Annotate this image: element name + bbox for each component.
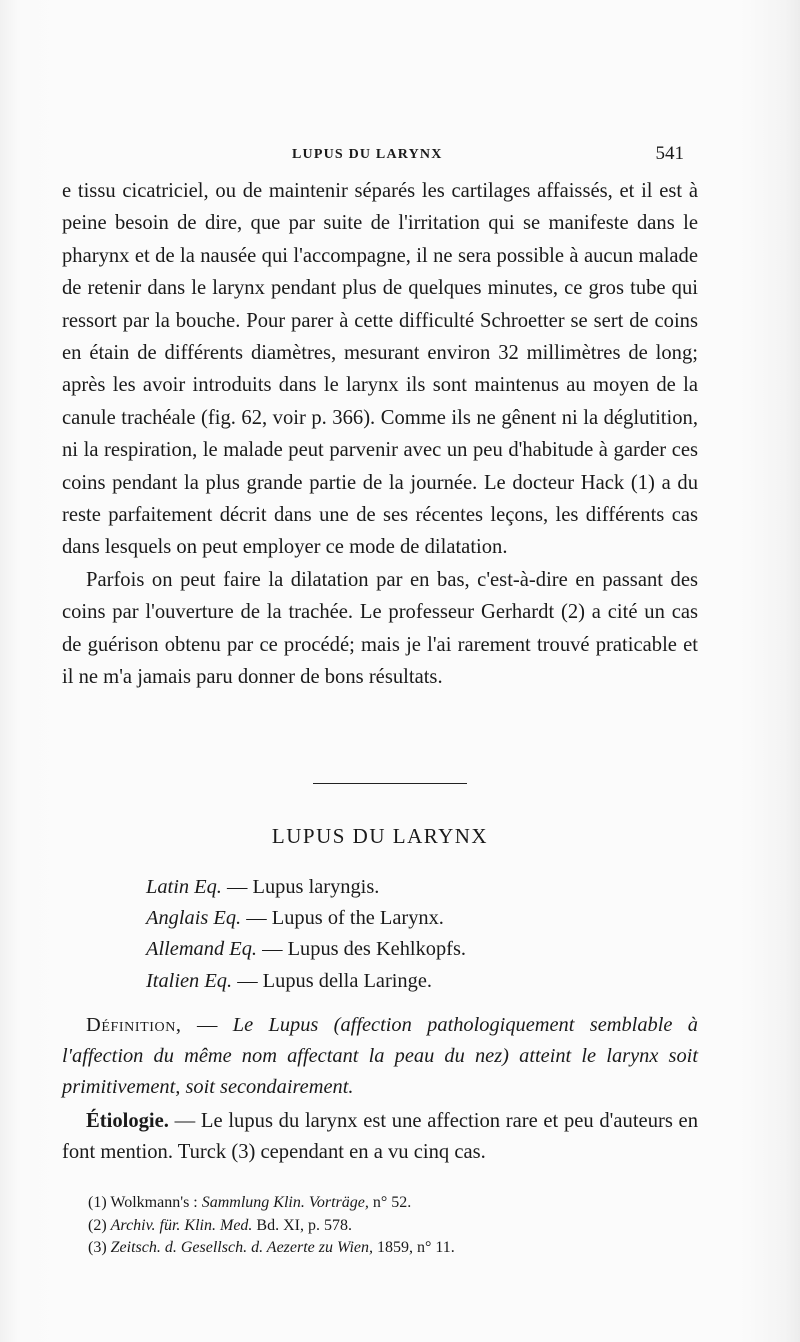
footnote-3 bbox=[88, 1237, 698, 1260]
footnote-2 bbox=[88, 1215, 698, 1238]
equivalent-lang: Anglais Eq. bbox=[146, 907, 242, 930]
equivalent-term: — Lupus della Laringe. bbox=[237, 969, 432, 992]
footnote-ref: n° 52. bbox=[368, 1194, 412, 1211]
running-title: LUPUS DU LARYNX bbox=[292, 147, 443, 162]
section-title: LUPUS DU LARYNX bbox=[271, 824, 489, 848]
equivalent-term: — Lupus of the Larynx. bbox=[246, 907, 444, 930]
etiology-label: Étiologie. bbox=[86, 1110, 169, 1132]
etiology-text: — Le lupus du larynx est une affection rare et peu d'auteurs en font mention. Turck (3) cependant en a vu cinq cas. bbox=[62, 1110, 698, 1163]
footnote-1 bbox=[88, 1192, 698, 1215]
equivalent-latin bbox=[146, 872, 466, 903]
paragraph-dilatation: e tissu cicatriciel, ou de maintenir séparés les cartilages affaissés, et il est à peine besoin de dire, que par suite de l'irritation qui se manifeste dans le pharynx et de la nausée qui l'accompagne, il ne sera possible à aucun malade de retenir dans le larynx pendant plus de quelques minutes, ce gros tube qui ressort par la bouche. Pour parer à cette difficulté Schroetter se sert de coins en étain de différents diamètres, mesurant environ 32 millimètres de long; après les avoir introduits dans le larynx ils sont maintenus au moyen de la canule trachéale (fig. 62, voir p. 366). Comme ils ne gênent ni la déglutition, ni la respiration, le malade peut parvenir avec un peu d'habitude à garder ces coins pendant la plus grande partie de la journée. Le docteur Hack (1) a du reste parfaitement décrit dans une de ses récentes leçons, les différents cas dans lesquels on peut employer ce mode de dilatation. bbox=[62, 180, 698, 559]
footnote-ref: 1859, n° 11. bbox=[372, 1239, 455, 1256]
equivalent-lang: Latin Eq. bbox=[146, 876, 222, 898]
footnote-number: (3) bbox=[88, 1239, 107, 1256]
page-number: 541 bbox=[655, 143, 684, 164]
equivalent-term: — Lupus laryngis. bbox=[227, 876, 380, 898]
definition-text: Le Lupus (affection pathologiquement semblable à l'affection du même nom affectant la peau du nez) atteint le larynx soit primitivement, soit secondairement. bbox=[62, 1014, 698, 1098]
page-header bbox=[62, 143, 684, 169]
equivalent-lang: Allemand Eq. bbox=[146, 938, 257, 961]
equivalent-term: — Lupus des Kehlkopfs. bbox=[262, 938, 466, 961]
equivalent-anglais bbox=[146, 903, 466, 934]
equivalent-lang: Italien Eq. bbox=[146, 969, 233, 992]
etiology-paragraph bbox=[62, 1106, 698, 1168]
footnote-author: Wolkmann's : bbox=[110, 1194, 202, 1211]
footnotes bbox=[88, 1192, 698, 1260]
footnote-source: Zeitsch. d. Gesellsch. d. Aezerte zu Wien, bbox=[110, 1239, 373, 1256]
footnote-source: Sammlung Klin. Vorträge, bbox=[201, 1194, 369, 1211]
definition-dash: — bbox=[181, 1014, 233, 1036]
equivalents-list bbox=[146, 872, 466, 997]
paragraph-dilatation-par-en-bas: Parfois on peut faire la dilatation par en bas, c'est-à-dire en passant des coins par l'ouverture de la trachée. Le professeur Gerhardt (2) a cité un cas de guérison obtenu par ce procédé; mais je l'ai rarement trouvé praticable et il ne m'a jamais paru donner de bons résultats. bbox=[62, 568, 698, 689]
body-text bbox=[62, 175, 698, 694]
definition-label: Définition, bbox=[86, 1014, 182, 1036]
equivalent-italien bbox=[146, 966, 466, 997]
footnote-number: (1) bbox=[88, 1194, 107, 1211]
equivalent-allemand bbox=[146, 934, 466, 965]
definition-paragraph bbox=[62, 1010, 698, 1103]
footnote-number: (2) bbox=[88, 1216, 107, 1234]
footnote-ref: Bd. XI, p. 578. bbox=[252, 1216, 352, 1234]
footnote-source: Archiv. für. Klin. Med. bbox=[110, 1216, 253, 1234]
section-divider bbox=[313, 783, 467, 784]
